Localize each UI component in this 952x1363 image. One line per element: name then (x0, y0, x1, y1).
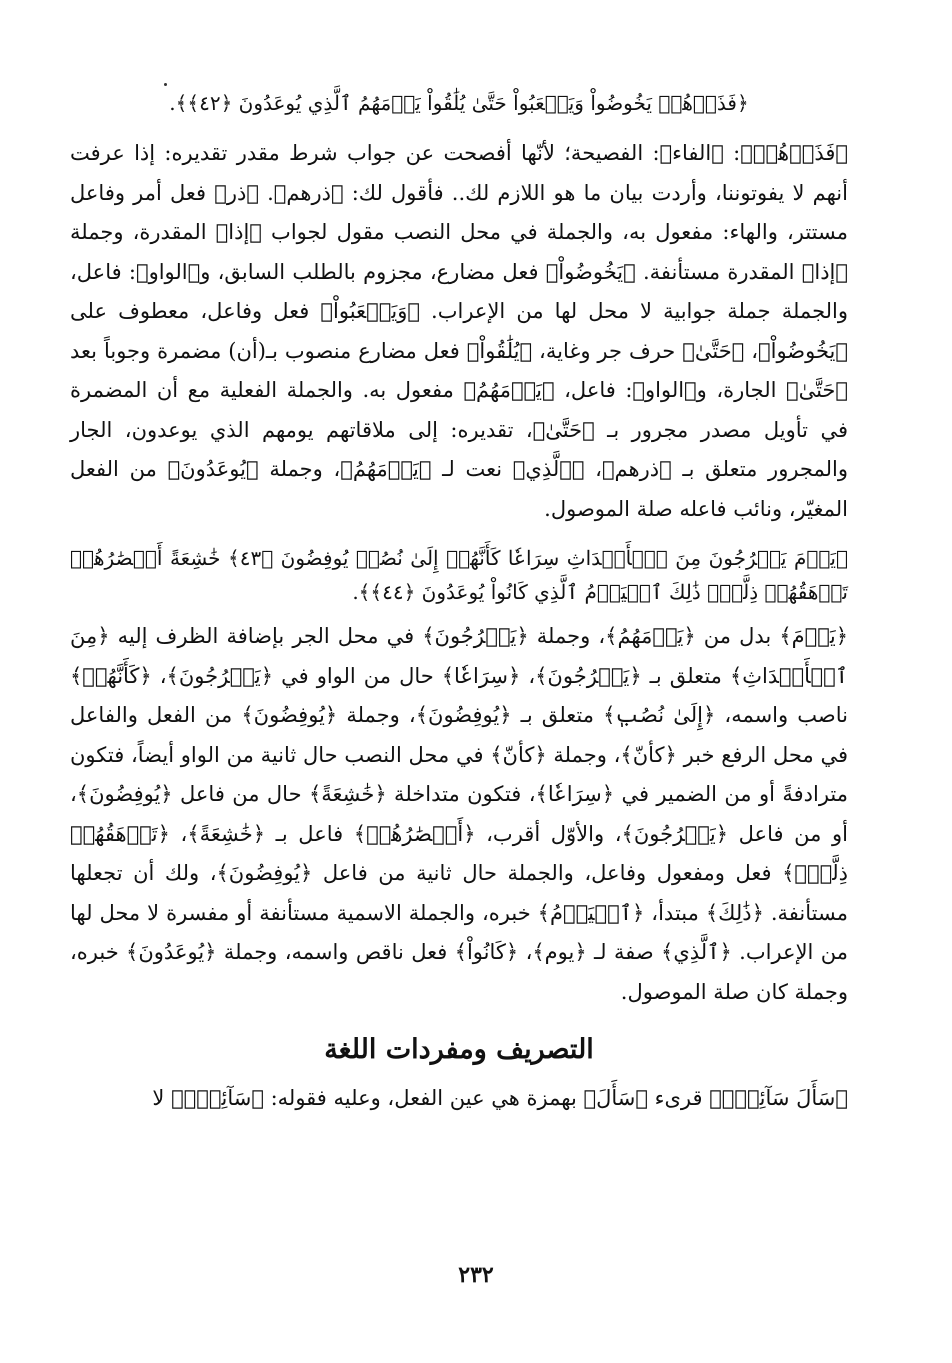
section-heading: التصريف ومفردات اللغة (324, 1034, 594, 1065)
morphology-paragraph: ﴿سَأَلَ سَآئِلُۢ﴾ قرىء ﴿سَأَلَ﴾ بهمزة هي عين الفعل، وعليه فقوله: ﴿سَآئِلُۢ﴾ لا (152, 1086, 848, 1110)
quran-verse-43-44: ﴿يَوۡمَ يَخۡرُجُونَ مِنَ ٱلۡأَجۡدَاثِ سِرَاعٗا كَأَنَّهُمۡ إِلَىٰ نُصُبٖ يُوفِضُونَ ﴿٤٣﴾ خَٰشِعَةً أَبۡصَٰرُهُمۡ تَرۡهَقُهُمۡ ذِلَّةٞۚ ذَٰلِكَ ٱلۡيَوۡمُ ٱلَّذِي كَانُواْ يُوعَدُونَ ﴿٤٤﴾﴾. (70, 546, 848, 604)
grammar-analysis-verse-43-44: ﴿يَوۡمَ﴾ بدل من ﴿يَوۡمَهُمُ﴾، وجملة ﴿يَخۡرُجُونَ﴾ في محل الجر بإضافة الظرف إليه ﴿مِنَ ٱلۡأَجۡدَاثِ﴾ متعلق بـ ﴿يَخۡرُجُونَ﴾، ﴿سِرَاعٗا﴾ حال من الواو في ﴿يَخۡرُجُونَ﴾، ﴿كَأَنَّهُمۡ﴾ ناصب واسمه، ﴿إِلَىٰ نُصُبٖ﴾ متعلق بـ ﴿يُوفِضُونَ﴾، وجملة ﴿يُوفِضُونَ﴾ من الفعل والفاعل في محل الرفع خبر ﴿كأنّ﴾، وجملة ﴿كأنّ﴾ في محل النصب حال ثانية من الواو أيضاً، فتكون مترادفةً أو من الضمير في ﴿سِرَاعٗا﴾، فتكون متداخلة ﴿خَٰشِعَةً﴾ حال من فاعل ﴿يُوفِضُونَ﴾، أو من فاعل ﴿يَخۡرُجُونَ﴾، والأوّل أقرب، ﴿أَبۡصَٰرُهُمۡ﴾ فاعل بـ ﴿خَٰشِعَةً﴾، ﴿تَرۡهَقُهُمۡ ذِلَّةٞۚ﴾ فعل ومفعول وفاعل، والجملة حال ثانية من فاعل ﴿يُوفِضُونَ﴾، ولك أن تجعلها مستأنفة. ﴿ذَٰلِكَ﴾ مبتدأ، ﴿ٱلۡيَوۡمُ﴾ خبره، والجملة الاسمية مستأنفة أو مفسرة لا محل لها من الإعراب. ﴿ٱلَّذِي﴾ صفة لـ ﴿يوم﴾، ﴿كَانُواْ﴾ فعل ناقص واسمه، وجملة ﴿يُوعَدُونَ﴾ خبره، وجملة كان صلة الموصول. (70, 624, 848, 1004)
grammar-analysis-verse-42: ﴿فَذَرۡهُمۡ﴾: ﴿الفاء﴾: الفصيحة؛ لأنّها أفصحت عن جواب شرط مقدر تقديره: إذا عرفت أنهم لا يفوتوننا، وأردت بيان ما هو اللازم لك.. فأقول لك: ﴿ذرهم﴾. ﴿ذر﴾ فعل أمر وفاعل مستتر، والهاء: مفعول به، والجملة في محل النصب مقول لجواب ﴿إذا﴾ المقدرة، وجملة ﴿إذا﴾ المقدرة مستأنفة. ﴿يَخُوضُواْ﴾ فعل مضارع، مجزوم بالطلب السابق، و﴿الواو﴾: فاعل، والجملة جملة جوابية لا محل لها من الإعراب. ﴿وَيَلۡعَبُواْ﴾ فعل وفاعل، معطوف على ﴿يَخُوضُواْ﴾، ﴿حَتَّىٰ﴾ حرف جر وغاية، ﴿يُلَٰقُواْ﴾ فعل مضارع منصوب بـ(أن) مضمرة وجوباً بعد ﴿حَتَّىٰ﴾ الجارة، و﴿الواو﴾: فاعل، ﴿يَوۡمَهُمُ﴾ مفعول به. والجملة الفعلية مع أن المضمرة في تأويل مصدر مجرور بـ ﴿حَتَّىٰ﴾، تقديره: إلى ملاقاتهم يومهم الذي يوعدون، الجار والمجرور متعلق بـ ﴿ذرهم﴾، ﴿ٱلَّذِي﴾ نعت لـ ﴿يَوۡمَهُمُ﴾، وجملة ﴿يُوعَدُونَ﴾ من الفعل المغيّر، ونائب فاعله صلة الموصول. (70, 141, 848, 521)
page-body (70, 86, 848, 1116)
quran-verse-42: ﴿فَذَرۡهُمۡ يَخُوضُواْ وَيَلۡعَبُواْ حَتَّىٰ يُلَٰقُواْ يَوۡمَهُمُ ٱلَّذِي يُوعَدُونَ ﴿٤٢﴾﴾. (169, 91, 749, 115)
page-number: ٢٣٢ (458, 1262, 494, 1288)
